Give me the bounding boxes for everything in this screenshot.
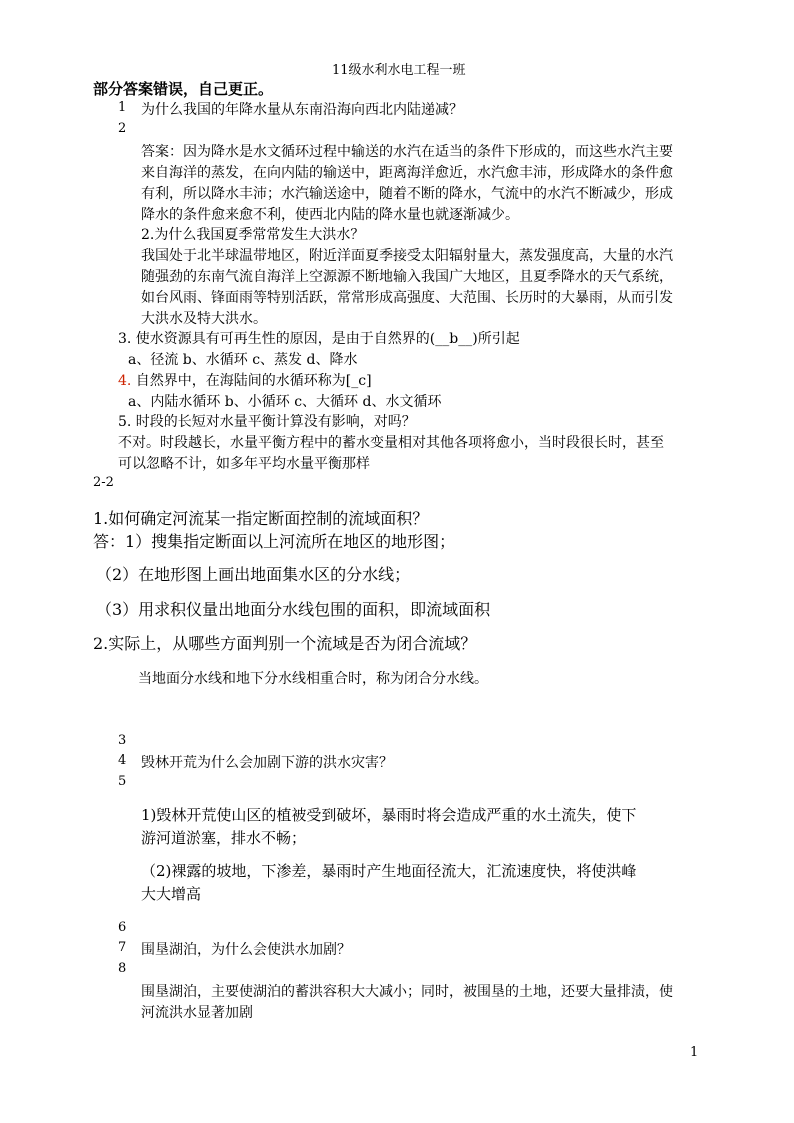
section2-question-2: 2.实际上，从哪些方面判别一个流域是否为闭合流域？ [93, 634, 477, 653]
section2-answer-line: 答：1）搜集指定断面以上河流所在地区的地形图； [93, 532, 456, 551]
question-3-text: 3. 使水资源具有可再生性的原因，是由于自然界的(__b__)所引起 [118, 331, 520, 347]
question-5-text: 5. 时段的长短对水量平衡计算没有影响，对吗？ [118, 414, 416, 430]
question-1-text: 为什么我国的年降水量从东南沿海向西北内陆递减？ [141, 102, 463, 118]
section2-answer-line: （3）用求积仪量出地面分水线包围的面积，即流域面积 [96, 600, 491, 619]
question-number: 8 [118, 961, 127, 976]
question-number: 4 [118, 753, 127, 768]
answer-2-line: 我国处于北半球温带地区，附近洋面夏季接受太阳辐射量大，蒸发强度高，大量的水汽 [141, 248, 673, 264]
page-number: 1 [690, 1045, 699, 1060]
answer-1-line: 答案：因为降水是水文循环过程中输送的水汽在适当的条件下形成的，而这些水汽主要 [141, 144, 673, 160]
answer-5-line: 不对。时段越长，水量平衡方程中的蓄水变量相对其他各项将愈小，当时段很长时，甚至 [118, 435, 664, 451]
section2-question-1: 1.如何确定河流某一指定断面控制的流域面积？ [93, 509, 429, 528]
question-number: 1 [118, 100, 127, 115]
section3-answer-line: 游河道淤塞，排水不畅； [141, 829, 307, 847]
answer-2-line: 大洪水及特大洪水。 [141, 311, 267, 327]
answer-1-line: 有利，所以降水丰沛；水汽输送途中，随着不断的降水，气流中的水汽不断减少，形成 [141, 186, 673, 202]
page-header-title: 11级水利水电工程一班 [332, 63, 466, 78]
answer-5-line: 可以忽略不计，如多年平均水量平衡那样 [118, 456, 370, 472]
question-number: 6 [118, 920, 127, 935]
correction-note: 部分答案错误，自己更正。 [93, 80, 274, 98]
question-4-number: 4. [118, 373, 132, 389]
answer-2-line: 如台风雨、锋面雨等特别活跃，常常形成高强度、大范围、长历时的大暴雨，从而引发 [141, 290, 673, 306]
section3-answer-line: 围垦湖泊，主要使湖泊的蓄洪容积大大减小；同时，被围垦的土地，还要大量排渍，使 [141, 984, 673, 1000]
section3-answer-line: （2)裸露的坡地，下渗差，暴雨时产生地面径流大，汇流速度快，将使洪峰 [141, 862, 637, 880]
question-3-options: a、径流 b、水循环 c、蒸发 d、降水 [128, 352, 358, 368]
question-number: 5 [118, 774, 127, 789]
section3-answer-line: 河流洪水显著加剧 [141, 1005, 253, 1021]
question-number: 7 [118, 940, 127, 955]
section2-answer-line: （2）在地形图上画出地面集水区的分水线； [96, 565, 411, 584]
question-4-options: a、内陆水循环 b、小循环 c、大循环 d、水文循环 [128, 394, 442, 410]
question-2-text: 2.为什么我国夏季常常发生大洪水？ [141, 227, 365, 243]
section3-answer-line: 大大增高 [141, 885, 202, 903]
section3-question-7: 围垦湖泊，为什么会使洪水加剧？ [141, 942, 351, 958]
section2-answer-line: 当地面分水线和地下分水线相重合时，称为闭合分水线。 [138, 671, 488, 687]
section3-question-4: 毁林开荒为什么会加剧下游的洪水灾害？ [141, 755, 393, 771]
section3-answer-line: 1)毁林开荒使山区的植被受到破坏，暴雨时将会造成严重的水土流失，使下 [141, 806, 637, 824]
question-4-text: 自然界中，在海陆间的水循环称为[_c] [131, 373, 372, 389]
answer-1-line: 来自海洋的蒸发，在向内陆的输送中，距离海洋愈近，水汽愈丰沛，形成降水的条件愈 [141, 165, 673, 181]
question-number: 2 [118, 121, 127, 136]
question-4-line [118, 370, 372, 390]
answer-2-line: 随强劲的东南气流自海洋上空源源不断地输入我国广大地区，且夏季降水的天气系统， [141, 269, 673, 285]
question-number: 3 [118, 733, 127, 748]
answer-1-line: 降水的条件愈来愈不利，使西北内陆的降水量也就逐渐减少。 [141, 207, 519, 223]
section-heading: 2-2 [93, 475, 114, 490]
